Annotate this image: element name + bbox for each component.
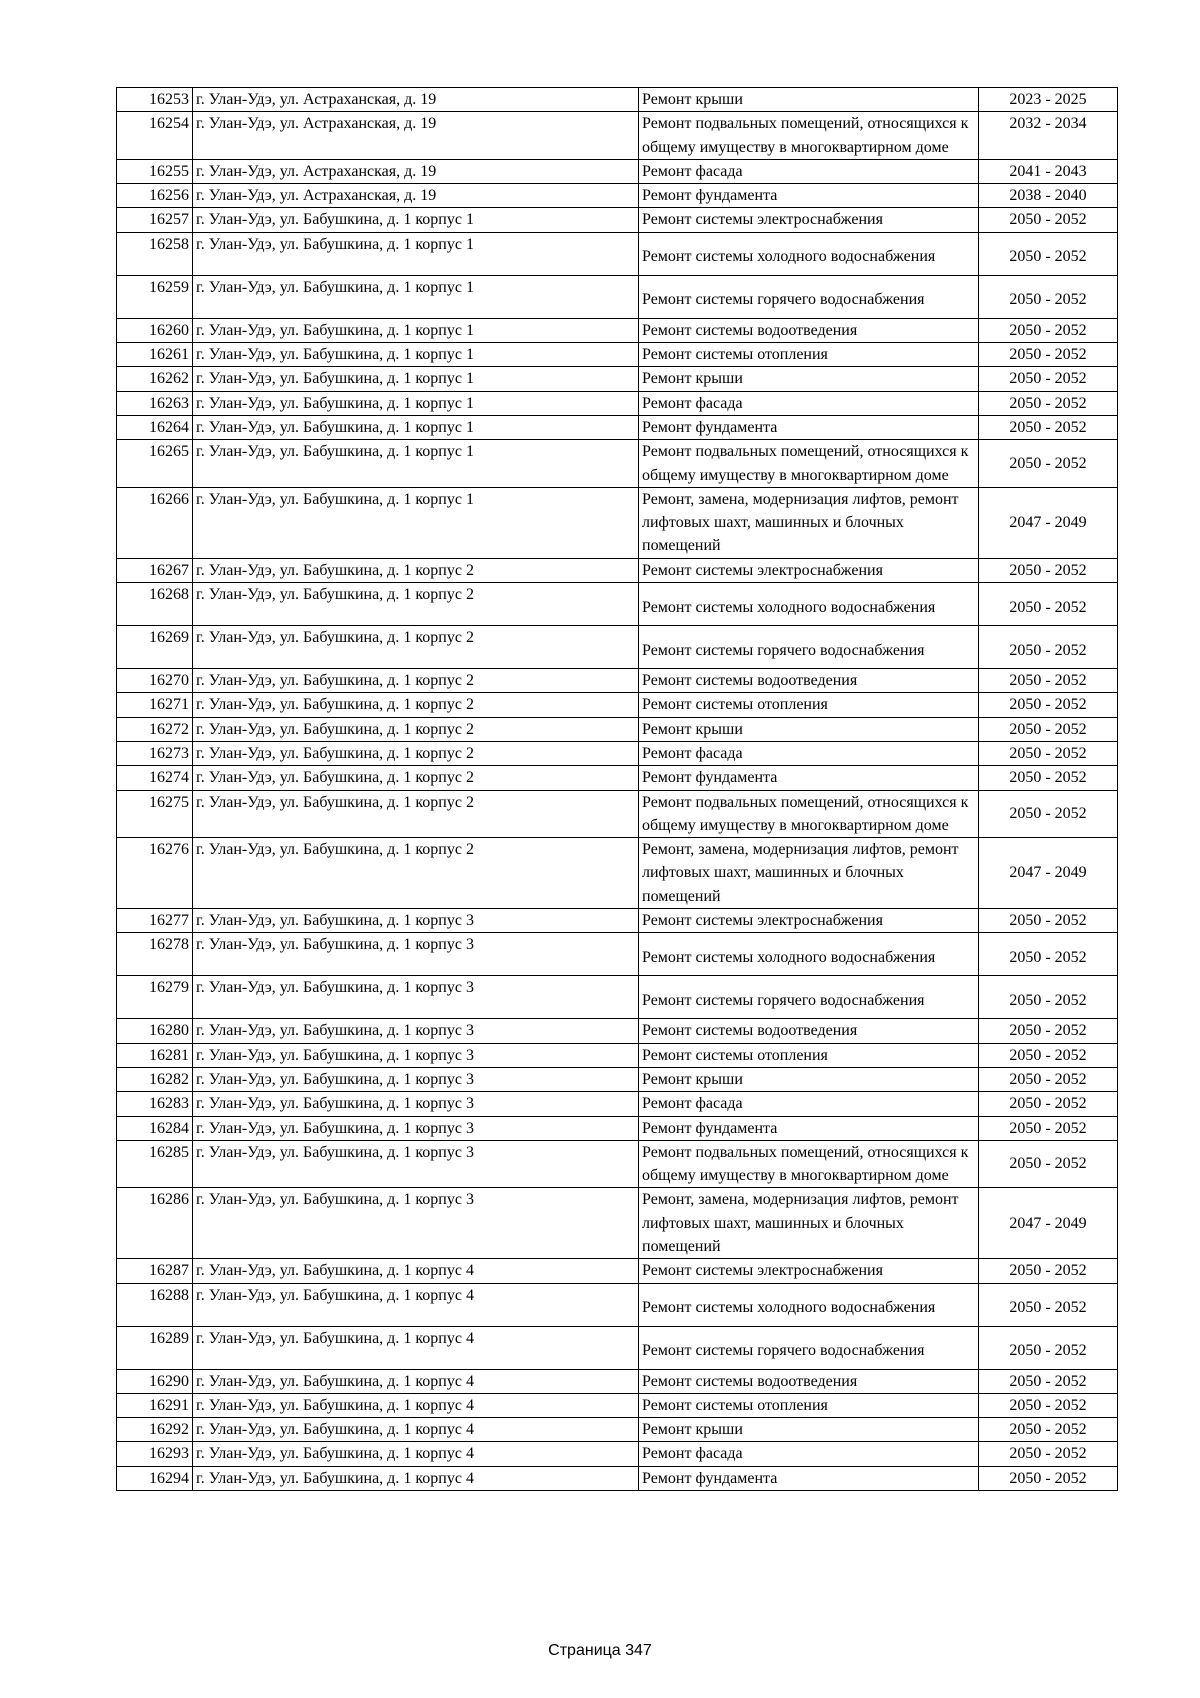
table-row <box>117 717 1118 741</box>
row-number-cell: 16266 <box>117 487 193 558</box>
work-type-cell: Ремонт фасада <box>639 1442 979 1466</box>
period-cell: 2050 - 2052 <box>979 1092 1118 1116</box>
work-type-cell: Ремонт крыши <box>639 717 979 741</box>
address-cell: г. Улан-Удэ, ул. Бабушкина, д. 1 корпус 3 <box>193 909 639 933</box>
row-number-cell: 16294 <box>117 1466 193 1490</box>
period-cell: 2050 - 2052 <box>979 391 1118 415</box>
address-cell: г. Улан-Удэ, ул. Бабушкина, д. 1 корпус 1 <box>193 232 639 275</box>
period-cell: 2050 - 2052 <box>979 367 1118 391</box>
work-type-cell: Ремонт фасада <box>639 1092 979 1116</box>
page-number: Страница 347 <box>548 1642 652 1659</box>
row-number-cell: 16284 <box>117 1116 193 1140</box>
address-cell: г. Улан-Удэ, ул. Бабушкина, д. 1 корпус 4 <box>193 1442 639 1466</box>
table-row <box>117 159 1118 183</box>
address-cell: г. Улан-Удэ, ул. Бабушкина, д. 1 корпус 2 <box>193 741 639 765</box>
row-number-cell: 16273 <box>117 741 193 765</box>
period-cell: 2050 - 2052 <box>979 1019 1118 1043</box>
row-number-cell: 16276 <box>117 838 193 909</box>
row-number-cell: 16280 <box>117 1019 193 1043</box>
period-cell: 2047 - 2049 <box>979 1188 1118 1259</box>
address-cell: г. Улан-Удэ, ул. Бабушкина, д. 1 корпус 2 <box>193 693 639 717</box>
row-number-cell: 16259 <box>117 275 193 318</box>
address-cell: г. Улан-Удэ, ул. Бабушкина, д. 1 корпус 2 <box>193 717 639 741</box>
period-cell: 2050 - 2052 <box>979 208 1118 232</box>
row-number-cell: 16254 <box>117 112 193 160</box>
work-type-cell: Ремонт системы водоотведения <box>639 669 979 693</box>
row-number-cell: 16271 <box>117 693 193 717</box>
work-type-cell: Ремонт, замена, модернизация лифтов, ремонт лифтовых шахт, машинных и блочных помещений <box>639 1188 979 1259</box>
period-cell: 2050 - 2052 <box>979 766 1118 790</box>
row-number-cell: 16286 <box>117 1188 193 1259</box>
work-type-cell: Ремонт системы горячего водоснабжения <box>639 1326 979 1369</box>
table-row <box>117 275 1118 318</box>
address-cell: г. Улан-Удэ, ул. Бабушкина, д. 1 корпус 1 <box>193 487 639 558</box>
address-cell: г. Улан-Удэ, ул. Бабушкина, д. 1 корпус 3 <box>193 1140 639 1188</box>
work-type-cell: Ремонт крыши <box>639 1067 979 1091</box>
address-cell: г. Улан-Удэ, ул. Бабушкина, д. 1 корпус 1 <box>193 415 639 439</box>
period-cell: 2050 - 2052 <box>979 1283 1118 1326</box>
row-number-cell: 16267 <box>117 558 193 582</box>
table-row <box>117 741 1118 765</box>
row-number-cell: 16281 <box>117 1043 193 1067</box>
work-type-cell: Ремонт системы горячего водоснабжения <box>639 626 979 669</box>
period-cell: 2050 - 2052 <box>979 693 1118 717</box>
work-type-cell: Ремонт фасада <box>639 741 979 765</box>
table-row <box>117 1067 1118 1091</box>
table-row <box>117 184 1118 208</box>
table-row <box>117 558 1118 582</box>
work-type-cell: Ремонт фасада <box>639 159 979 183</box>
table-row <box>117 1188 1118 1259</box>
row-number-cell: 16260 <box>117 318 193 342</box>
period-cell: 2050 - 2052 <box>979 1116 1118 1140</box>
table-row <box>117 415 1118 439</box>
table-row <box>117 1140 1118 1188</box>
period-cell: 2050 - 2052 <box>979 626 1118 669</box>
period-cell: 2038 - 2040 <box>979 184 1118 208</box>
period-cell: 2050 - 2052 <box>979 976 1118 1019</box>
row-number-cell: 16274 <box>117 766 193 790</box>
table-row <box>117 1283 1118 1326</box>
table-row <box>117 1019 1118 1043</box>
table-row <box>117 367 1118 391</box>
period-cell: 2050 - 2052 <box>979 1393 1118 1417</box>
table-row <box>117 1259 1118 1283</box>
period-cell: 2047 - 2049 <box>979 487 1118 558</box>
address-cell: г. Улан-Удэ, ул. Бабушкина, д. 1 корпус 3 <box>193 1188 639 1259</box>
table-row <box>117 487 1118 558</box>
work-type-cell: Ремонт системы электроснабжения <box>639 558 979 582</box>
address-cell: г. Улан-Удэ, ул. Бабушкина, д. 1 корпус 4 <box>193 1283 639 1326</box>
work-type-cell: Ремонт подвальных помещений, относящихся к общему имуществу в многоквартирном доме <box>639 790 979 838</box>
table-row <box>117 1418 1118 1442</box>
row-number-cell: 16270 <box>117 669 193 693</box>
address-cell: г. Улан-Удэ, ул. Бабушкина, д. 1 корпус 3 <box>193 1067 639 1091</box>
table-row <box>117 790 1118 838</box>
row-number-cell: 16264 <box>117 415 193 439</box>
work-type-cell: Ремонт, замена, модернизация лифтов, ремонт лифтовых шахт, машинных и блочных помещений <box>639 838 979 909</box>
address-cell: г. Улан-Удэ, ул. Бабушкина, д. 1 корпус 3 <box>193 933 639 976</box>
table-row <box>117 1326 1118 1369</box>
table-row <box>117 1369 1118 1393</box>
address-cell: г. Улан-Удэ, ул. Бабушкина, д. 1 корпус 3 <box>193 1043 639 1067</box>
work-type-cell: Ремонт подвальных помещений, относящихся к общему имуществу в многоквартирном доме <box>639 1140 979 1188</box>
period-cell: 2032 - 2034 <box>979 112 1118 160</box>
table-row <box>117 88 1118 112</box>
row-number-cell: 16275 <box>117 790 193 838</box>
table-row <box>117 1092 1118 1116</box>
period-cell: 2023 - 2025 <box>979 88 1118 112</box>
address-cell: г. Улан-Удэ, ул. Бабушкина, д. 1 корпус 2 <box>193 583 639 626</box>
work-type-cell: Ремонт системы холодного водоснабжения <box>639 232 979 275</box>
period-cell: 2050 - 2052 <box>979 558 1118 582</box>
repair-schedule-table <box>116 87 1118 1491</box>
row-number-cell: 16292 <box>117 1418 193 1442</box>
row-number-cell: 16285 <box>117 1140 193 1188</box>
work-type-cell: Ремонт системы электроснабжения <box>639 1259 979 1283</box>
period-cell: 2050 - 2052 <box>979 909 1118 933</box>
address-cell: г. Улан-Удэ, ул. Астраханская, д. 19 <box>193 159 639 183</box>
address-cell: г. Улан-Удэ, ул. Бабушкина, д. 1 корпус 3 <box>193 1092 639 1116</box>
row-number-cell: 16289 <box>117 1326 193 1369</box>
table-row <box>117 693 1118 717</box>
period-cell: 2050 - 2052 <box>979 933 1118 976</box>
address-cell: г. Улан-Удэ, ул. Бабушкина, д. 1 корпус 2 <box>193 669 639 693</box>
table-row <box>117 669 1118 693</box>
period-cell: 2050 - 2052 <box>979 1442 1118 1466</box>
work-type-cell: Ремонт фундамента <box>639 184 979 208</box>
table-row <box>117 933 1118 976</box>
period-cell: 2050 - 2052 <box>979 1369 1118 1393</box>
table-row <box>117 976 1118 1019</box>
work-type-cell: Ремонт системы холодного водоснабжения <box>639 583 979 626</box>
address-cell: г. Улан-Удэ, ул. Бабушкина, д. 1 корпус 2 <box>193 790 639 838</box>
address-cell: г. Улан-Удэ, ул. Бабушкина, д. 1 корпус 1 <box>193 275 639 318</box>
row-number-cell: 16255 <box>117 159 193 183</box>
work-type-cell: Ремонт, замена, модернизация лифтов, ремонт лифтовых шахт, машинных и блочных помещений <box>639 487 979 558</box>
work-type-cell: Ремонт системы водоотведения <box>639 1019 979 1043</box>
work-type-cell: Ремонт подвальных помещений, относящихся к общему имуществу в многоквартирном доме <box>639 112 979 160</box>
work-type-cell: Ремонт фасада <box>639 391 979 415</box>
table-row <box>117 1393 1118 1417</box>
period-cell: 2050 - 2052 <box>979 318 1118 342</box>
row-number-cell: 16265 <box>117 440 193 488</box>
period-cell: 2050 - 2052 <box>979 1259 1118 1283</box>
address-cell: г. Улан-Удэ, ул. Бабушкина, д. 1 корпус 1 <box>193 343 639 367</box>
address-cell: г. Улан-Удэ, ул. Бабушкина, д. 1 корпус 2 <box>193 626 639 669</box>
table-row <box>117 440 1118 488</box>
work-type-cell: Ремонт системы холодного водоснабжения <box>639 1283 979 1326</box>
row-number-cell: 16277 <box>117 909 193 933</box>
row-number-cell: 16253 <box>117 88 193 112</box>
work-type-cell: Ремонт крыши <box>639 1418 979 1442</box>
address-cell: г. Улан-Удэ, ул. Бабушкина, д. 1 корпус 4 <box>193 1393 639 1417</box>
work-type-cell: Ремонт фундамента <box>639 1116 979 1140</box>
address-cell: г. Улан-Удэ, ул. Бабушкина, д. 1 корпус 4 <box>193 1326 639 1369</box>
row-number-cell: 16269 <box>117 626 193 669</box>
table-row <box>117 1466 1118 1490</box>
address-cell: г. Улан-Удэ, ул. Бабушкина, д. 1 корпус 3 <box>193 976 639 1019</box>
row-number-cell: 16262 <box>117 367 193 391</box>
work-type-cell: Ремонт системы отопления <box>639 343 979 367</box>
table-body <box>117 88 1118 1491</box>
row-number-cell: 16257 <box>117 208 193 232</box>
row-number-cell: 16272 <box>117 717 193 741</box>
table-row <box>117 838 1118 909</box>
address-cell: г. Улан-Удэ, ул. Бабушкина, д. 1 корпус 1 <box>193 208 639 232</box>
row-number-cell: 16261 <box>117 343 193 367</box>
work-type-cell: Ремонт фундамента <box>639 415 979 439</box>
period-cell: 2041 - 2043 <box>979 159 1118 183</box>
work-type-cell: Ремонт системы отопления <box>639 1393 979 1417</box>
address-cell: г. Улан-Удэ, ул. Бабушкина, д. 1 корпус 1 <box>193 391 639 415</box>
work-type-cell: Ремонт системы электроснабжения <box>639 208 979 232</box>
work-type-cell: Ремонт крыши <box>639 367 979 391</box>
address-cell: г. Улан-Удэ, ул. Бабушкина, д. 1 корпус 2 <box>193 766 639 790</box>
period-cell: 2050 - 2052 <box>979 717 1118 741</box>
table-row <box>117 318 1118 342</box>
table-row <box>117 343 1118 367</box>
period-cell: 2050 - 2052 <box>979 583 1118 626</box>
period-cell: 2050 - 2052 <box>979 1067 1118 1091</box>
work-type-cell: Ремонт системы горячего водоснабжения <box>639 976 979 1019</box>
address-cell: г. Улан-Удэ, ул. Бабушкина, д. 1 корпус 4 <box>193 1418 639 1442</box>
table-row <box>117 208 1118 232</box>
address-cell: г. Улан-Удэ, ул. Бабушкина, д. 1 корпус 4 <box>193 1466 639 1490</box>
row-number-cell: 16268 <box>117 583 193 626</box>
row-number-cell: 16282 <box>117 1067 193 1091</box>
row-number-cell: 16278 <box>117 933 193 976</box>
address-cell: г. Улан-Удэ, ул. Астраханская, д. 19 <box>193 184 639 208</box>
table-row <box>117 391 1118 415</box>
address-cell: г. Улан-Удэ, ул. Астраханская, д. 19 <box>193 88 639 112</box>
work-type-cell: Ремонт подвальных помещений, относящихся к общему имуществу в многоквартирном доме <box>639 440 979 488</box>
period-cell: 2050 - 2052 <box>979 1326 1118 1369</box>
period-cell: 2050 - 2052 <box>979 1418 1118 1442</box>
row-number-cell: 16291 <box>117 1393 193 1417</box>
row-number-cell: 16287 <box>117 1259 193 1283</box>
address-cell: г. Улан-Удэ, ул. Бабушкина, д. 1 корпус 4 <box>193 1369 639 1393</box>
row-number-cell: 16293 <box>117 1442 193 1466</box>
table-row <box>117 112 1118 160</box>
work-type-cell: Ремонт системы водоотведения <box>639 318 979 342</box>
table-row <box>117 232 1118 275</box>
row-number-cell: 16263 <box>117 391 193 415</box>
work-type-cell: Ремонт системы холодного водоснабжения <box>639 933 979 976</box>
period-cell: 2050 - 2052 <box>979 343 1118 367</box>
table-row <box>117 1043 1118 1067</box>
period-cell: 2050 - 2052 <box>979 415 1118 439</box>
address-cell: г. Улан-Удэ, ул. Бабушкина, д. 1 корпус 1 <box>193 367 639 391</box>
table-row <box>117 583 1118 626</box>
row-number-cell: 16256 <box>117 184 193 208</box>
table-row <box>117 626 1118 669</box>
address-cell: г. Улан-Удэ, ул. Бабушкина, д. 1 корпус 1 <box>193 440 639 488</box>
table-row <box>117 909 1118 933</box>
period-cell: 2050 - 2052 <box>979 232 1118 275</box>
period-cell: 2050 - 2052 <box>979 1466 1118 1490</box>
work-type-cell: Ремонт системы электроснабжения <box>639 909 979 933</box>
work-type-cell: Ремонт крыши <box>639 88 979 112</box>
table-row <box>117 1442 1118 1466</box>
address-cell: г. Улан-Удэ, ул. Бабушкина, д. 1 корпус 2 <box>193 558 639 582</box>
address-cell: г. Улан-Удэ, ул. Бабушкина, д. 1 корпус 1 <box>193 318 639 342</box>
work-type-cell: Ремонт системы горячего водоснабжения <box>639 275 979 318</box>
work-type-cell: Ремонт фундамента <box>639 766 979 790</box>
row-number-cell: 16258 <box>117 232 193 275</box>
work-type-cell: Ремонт системы отопления <box>639 693 979 717</box>
address-cell: г. Улан-Удэ, ул. Бабушкина, д. 1 корпус 2 <box>193 838 639 909</box>
period-cell: 2050 - 2052 <box>979 741 1118 765</box>
work-type-cell: Ремонт системы водоотведения <box>639 1369 979 1393</box>
row-number-cell: 16279 <box>117 976 193 1019</box>
work-type-cell: Ремонт системы отопления <box>639 1043 979 1067</box>
address-cell: г. Улан-Удэ, ул. Астраханская, д. 19 <box>193 112 639 160</box>
period-cell: 2050 - 2052 <box>979 440 1118 488</box>
period-cell: 2047 - 2049 <box>979 838 1118 909</box>
address-cell: г. Улан-Удэ, ул. Бабушкина, д. 1 корпус 3 <box>193 1116 639 1140</box>
table-row <box>117 1116 1118 1140</box>
work-type-cell: Ремонт фундамента <box>639 1466 979 1490</box>
row-number-cell: 16290 <box>117 1369 193 1393</box>
row-number-cell: 16283 <box>117 1092 193 1116</box>
table-row <box>117 766 1118 790</box>
address-cell: г. Улан-Удэ, ул. Бабушкина, д. 1 корпус 3 <box>193 1019 639 1043</box>
period-cell: 2050 - 2052 <box>979 669 1118 693</box>
period-cell: 2050 - 2052 <box>979 1043 1118 1067</box>
period-cell: 2050 - 2052 <box>979 1140 1118 1188</box>
address-cell: г. Улан-Удэ, ул. Бабушкина, д. 1 корпус 4 <box>193 1259 639 1283</box>
period-cell: 2050 - 2052 <box>979 275 1118 318</box>
period-cell: 2050 - 2052 <box>979 790 1118 838</box>
row-number-cell: 16288 <box>117 1283 193 1326</box>
